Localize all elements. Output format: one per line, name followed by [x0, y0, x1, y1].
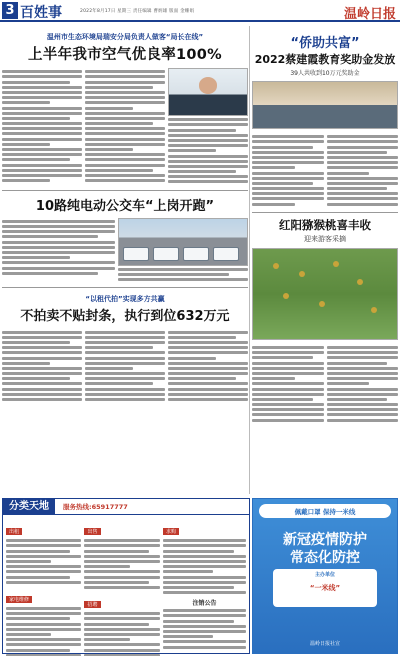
promo-banner: 佩戴口罩 保持一米线	[259, 504, 391, 518]
article-body-text	[327, 133, 399, 208]
page-number: 3	[2, 2, 18, 19]
article-body-text	[85, 68, 165, 186]
article-enforcement	[2, 294, 248, 403]
ceremony-photo	[252, 81, 398, 129]
divider	[252, 212, 398, 213]
category-tag: 出售	[84, 528, 100, 535]
notice-title: 注销公告	[192, 600, 217, 608]
category-tag: 家电维修	[6, 596, 32, 603]
bus-photo	[118, 218, 248, 266]
article-body-text	[2, 328, 82, 403]
newspaper-logo: 温岭日报	[343, 7, 396, 22]
right-column	[252, 26, 398, 424]
article-headline: 红阳猕猴桃喜丰收	[279, 217, 371, 232]
promo-title: 新冠疫情防护	[283, 532, 367, 548]
left-column	[2, 26, 248, 403]
article-headline: 2022蔡建霞教育奖助金发放	[254, 53, 396, 66]
promo-host: 主办单位	[314, 572, 335, 578]
article-body-text	[327, 344, 399, 424]
article-kicker: 温州市生态环境局瑞安分局负责人做客“局长在线”	[46, 33, 204, 41]
article-body-text	[252, 133, 324, 208]
masthead	[0, 0, 400, 22]
article-body-text	[252, 344, 324, 424]
promo-slogan: “一米线”	[309, 584, 341, 592]
category-tag: 求购	[163, 528, 179, 535]
article-kicker: “侨助共富”	[290, 36, 360, 51]
article-headline: 不拍卖不贴封条，执行到位632万元	[20, 309, 230, 325]
official-photo	[168, 68, 248, 116]
orchard-photo	[252, 248, 398, 340]
article-kicker: “以租代拍”实现多方共赢	[85, 295, 165, 304]
classified-column	[6, 518, 81, 656]
classified-title: 分类天地	[3, 499, 55, 515]
column-divider	[249, 26, 250, 494]
article-body-text	[168, 328, 248, 403]
article-subhead: 迎来游客采摘	[304, 234, 346, 243]
article-body-text	[2, 68, 82, 186]
classified-column	[163, 518, 246, 656]
article-body-text	[168, 68, 248, 186]
section-title: 百姓事	[20, 5, 62, 21]
promo-footer: 温岭日报社宣	[309, 641, 340, 647]
article-headline: 10路纯电动公交车“上岗开跑”	[35, 198, 215, 214]
category-tag: 招聘	[84, 601, 100, 608]
article-headline: 上半年我市空气优良率100%	[28, 47, 222, 63]
divider	[2, 190, 248, 191]
issue-meta: 2022年8月17日 星期三 责任编辑 曹炳雄 版面 金姗娟	[80, 9, 195, 14]
article-body-text	[85, 328, 165, 403]
article-buses	[2, 195, 248, 284]
article-education-fund	[252, 32, 398, 208]
covid-prevention-ad	[252, 498, 398, 654]
article-air-quality	[2, 32, 248, 186]
classified-column	[84, 518, 159, 656]
promo-subtitle: 常态化防控	[290, 550, 360, 566]
divider	[2, 287, 248, 288]
article-orchard	[252, 217, 398, 424]
classified-phone: 服务热线:65917777	[63, 503, 128, 511]
classified-ads	[2, 498, 250, 654]
article-body-text	[2, 218, 115, 284]
article-subhead: 39人共收到10万元奖助金	[290, 70, 360, 77]
category-tag: 出租	[6, 528, 22, 535]
